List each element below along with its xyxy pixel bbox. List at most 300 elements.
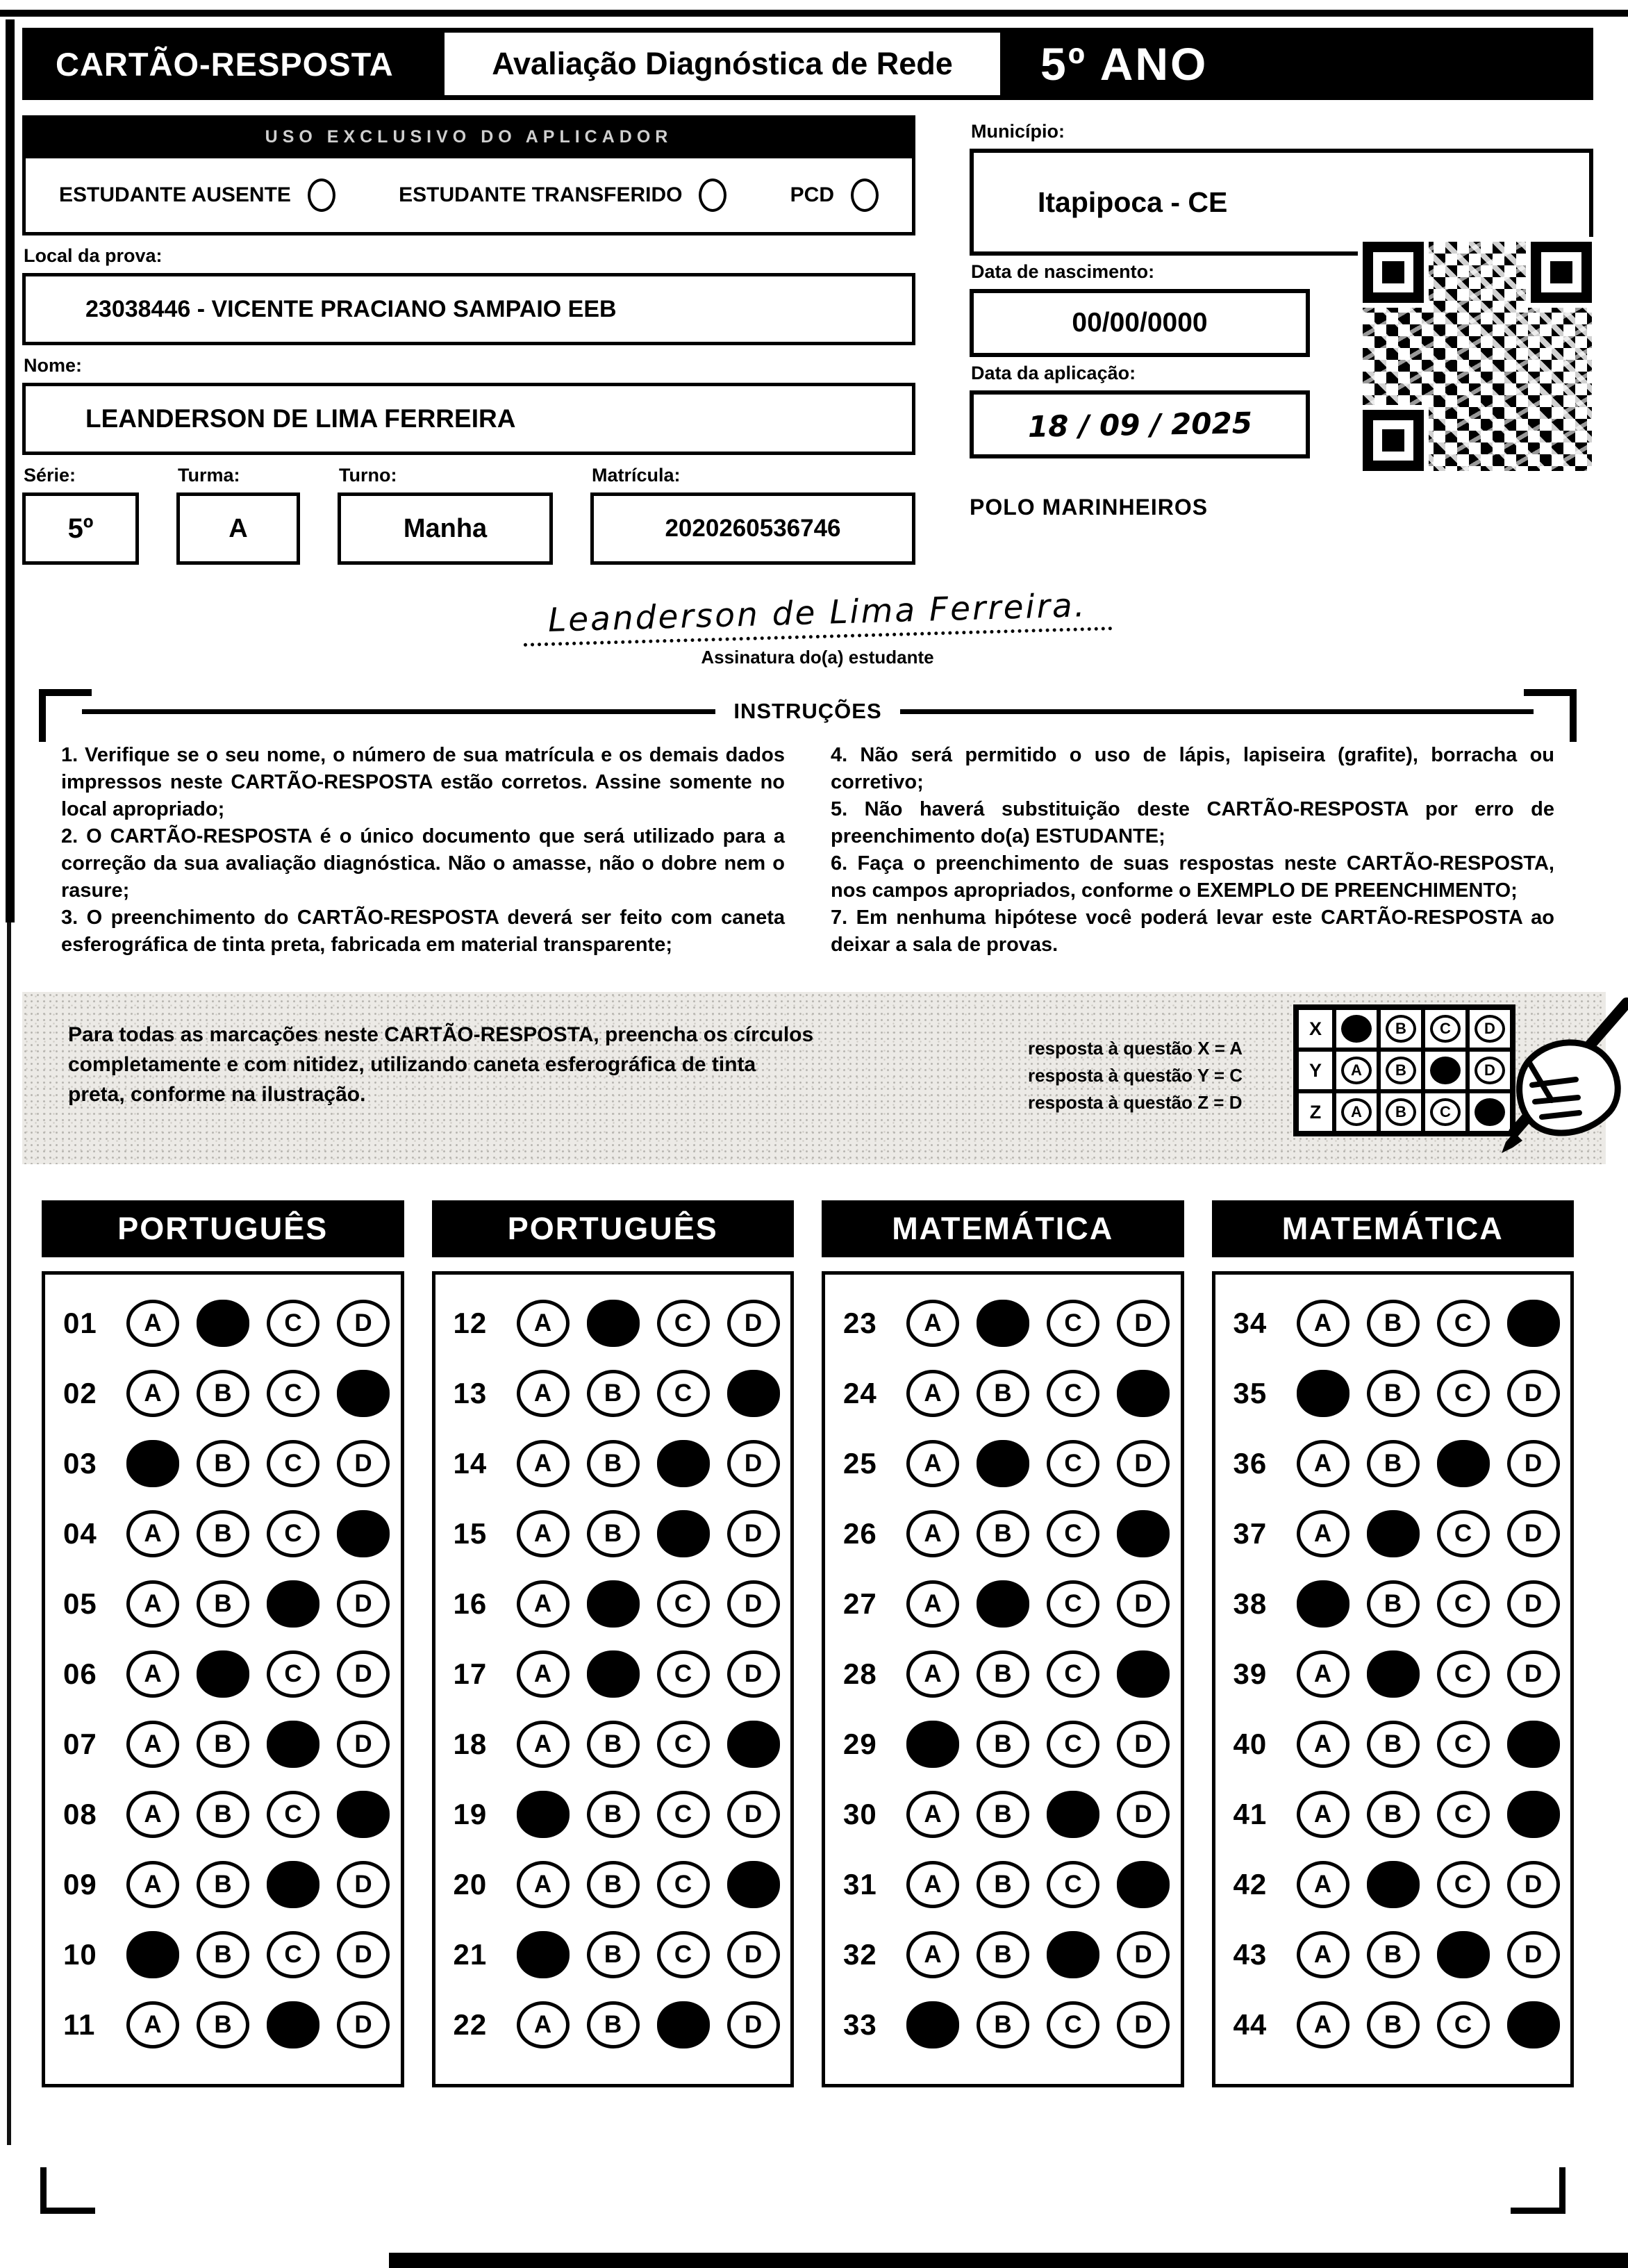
bubble-q41-A[interactable]: A: [1297, 1791, 1349, 1838]
bubble-q16-A[interactable]: A: [517, 1580, 570, 1628]
qr-finder-icon: [1363, 242, 1424, 303]
bubble-q02-D[interactable]: [337, 1370, 390, 1417]
bubble-q14-D[interactable]: D: [727, 1440, 780, 1487]
question-row: [1234, 1580, 1571, 1628]
answer-block-3: [822, 1200, 1184, 2087]
bubble-q14-C[interactable]: [657, 1440, 710, 1487]
instruction-item: 3. O preenchimento do CARTÃO-RESPOSTA deverá ser feito com caneta esferográfica de tinta preta, fabricada em material transparente;: [61, 907, 785, 956]
question-number: 37: [1233, 1517, 1268, 1550]
legend-line: resposta à questão Z = D: [1028, 1092, 1243, 1113]
bubble-q40-B[interactable]: B: [1367, 1721, 1420, 1768]
bubble-q22-B[interactable]: B: [587, 2001, 640, 2048]
bubble-q29-C[interactable]: C: [1047, 1721, 1099, 1768]
bubble-q25-B[interactable]: [977, 1440, 1029, 1487]
bubble-q35-D[interactable]: D: [1507, 1370, 1560, 1417]
bubble-q08-B[interactable]: B: [197, 1791, 249, 1838]
bubble-q02-A[interactable]: A: [126, 1370, 179, 1417]
bubble-q13-A[interactable]: A: [517, 1370, 570, 1417]
bubble-q35-A[interactable]: [1297, 1370, 1349, 1417]
applicator-option-label: ESTUDANTE TRANSFERIDO: [399, 183, 683, 206]
option-circle[interactable]: [699, 179, 726, 212]
bubble-q32-C[interactable]: [1047, 1931, 1099, 1978]
bubble-q38-A[interactable]: [1297, 1580, 1349, 1628]
bubble-q30-B[interactable]: B: [977, 1791, 1029, 1838]
fill-example-text: Para todas as marcações neste CARTÃO-RESPOSTA, preencha os círculos completamente e com nitidez, utilizando caneta esferográfica de tinta preta, conforme na ilustração.: [68, 1023, 814, 1106]
bubble-q17-B[interactable]: [587, 1650, 640, 1698]
bubble-q40-C[interactable]: C: [1437, 1721, 1490, 1768]
bubble-q15-D[interactable]: D: [727, 1510, 780, 1557]
bubble-q15-C[interactable]: [657, 1510, 710, 1557]
bubble-q01-B[interactable]: [197, 1300, 249, 1347]
question-row: [1234, 1791, 1571, 1838]
bubble-q22-A[interactable]: A: [517, 2001, 570, 2048]
question-row: [63, 1510, 401, 1557]
matricula-field: 2020260536746: [590, 492, 915, 565]
bubble-q12-D[interactable]: D: [727, 1300, 780, 1347]
bubble-q28-B[interactable]: B: [977, 1650, 1029, 1698]
bubble-q43-A[interactable]: A: [1297, 1931, 1349, 1978]
example-bubble-Z-C[interactable]: C: [1430, 1098, 1461, 1126]
bubble-q24-D[interactable]: [1117, 1370, 1170, 1417]
bubble-q07-C[interactable]: [267, 1721, 319, 1768]
bubble-q18-A[interactable]: A: [517, 1721, 570, 1768]
bubble-q06-B[interactable]: [197, 1650, 249, 1698]
answer-grid: [432, 1271, 795, 2087]
bubble-q35-C[interactable]: C: [1437, 1370, 1490, 1417]
bubble-q27-B[interactable]: [977, 1580, 1029, 1628]
bubble-q23-A[interactable]: A: [906, 1300, 959, 1347]
bubble-q21-D[interactable]: D: [727, 1931, 780, 1978]
bubble-q37-D[interactable]: D: [1507, 1510, 1560, 1557]
bubble-q15-B[interactable]: B: [587, 1510, 640, 1557]
signature-area: [453, 586, 1182, 668]
example-bubble-Z-A[interactable]: A: [1341, 1098, 1372, 1126]
example-bubble-X-A[interactable]: [1341, 1015, 1372, 1043]
qr-finder-icon: [1531, 242, 1592, 303]
fill-example-legend: [1028, 1035, 1243, 1116]
bubble-q12-B[interactable]: [587, 1300, 640, 1347]
bubble-q02-B[interactable]: B: [197, 1370, 249, 1417]
question-number: 13: [453, 1377, 488, 1409]
question-number: 43: [1233, 1938, 1268, 1971]
scan-edge-top: [0, 10, 1628, 17]
instructions-section: [22, 689, 1593, 959]
question-number: 44: [1233, 2008, 1268, 2041]
bubble-q20-A[interactable]: A: [517, 1861, 570, 1908]
bubble-q02-C[interactable]: C: [267, 1370, 319, 1417]
bubble-q43-C[interactable]: [1437, 1931, 1490, 1978]
bubble-q19-C[interactable]: C: [657, 1791, 710, 1838]
bubble-q33-D[interactable]: D: [1117, 2001, 1170, 2048]
bubble-q21-A[interactable]: [517, 1931, 570, 1978]
corner-bracket-icon: [39, 689, 92, 742]
bubble-q33-B[interactable]: B: [977, 2001, 1029, 2048]
subject-header: PORTUGUÊS: [42, 1200, 404, 1257]
bubble-q13-B[interactable]: B: [587, 1370, 640, 1417]
example-cell: [1334, 1091, 1379, 1133]
assessment-title: Avaliação Diagnóstica de Rede: [445, 33, 1000, 95]
bubble-q39-A[interactable]: A: [1297, 1650, 1349, 1698]
bubble-q36-B[interactable]: B: [1367, 1440, 1420, 1487]
bubble-q29-A[interactable]: [906, 1721, 959, 1768]
bubble-q42-A[interactable]: A: [1297, 1861, 1349, 1908]
bubble-q15-A[interactable]: A: [517, 1510, 570, 1557]
bubble-q11-A[interactable]: A: [126, 2001, 179, 2048]
bubble-q32-D[interactable]: D: [1117, 1931, 1170, 1978]
legend-line: resposta à questão X = A: [1028, 1038, 1243, 1059]
bubble-q36-A[interactable]: A: [1297, 1440, 1349, 1487]
bubble-q34-C[interactable]: C: [1437, 1300, 1490, 1347]
bubble-q03-A[interactable]: [126, 1440, 179, 1487]
question-number: 35: [1233, 1377, 1268, 1409]
example-bubble-X-B[interactable]: B: [1386, 1015, 1416, 1043]
bubble-q35-B[interactable]: B: [1367, 1370, 1420, 1417]
bubble-q19-A[interactable]: [517, 1791, 570, 1838]
question-number: 16: [453, 1587, 488, 1620]
applicator-only-bar: USO EXCLUSIVO DO APLICADOR: [22, 115, 915, 158]
bubble-q20-C[interactable]: C: [657, 1861, 710, 1908]
question-row: [1234, 1861, 1571, 1908]
question-number: 21: [453, 1938, 488, 1971]
question-number: 07: [63, 1728, 97, 1760]
bubble-q28-A[interactable]: A: [906, 1650, 959, 1698]
question-row: [843, 1721, 1181, 1768]
bubble-q41-C[interactable]: C: [1437, 1791, 1490, 1838]
bubble-q37-C[interactable]: C: [1437, 1510, 1490, 1557]
instruction-item: 4. Não será permitido o uso de lápis, lapiseira (grafite), borracha ou corretivo;: [831, 744, 1554, 793]
question-number: 42: [1233, 1868, 1268, 1901]
bubble-q44-C[interactable]: C: [1437, 2001, 1490, 2048]
question-number: 02: [63, 1377, 97, 1409]
bubble-q10-C[interactable]: C: [267, 1931, 319, 1978]
question-row: [454, 1510, 791, 1557]
instruction-item: 7. Em nenhuma hipótese você poderá levar este CARTÃO-RESPOSTA ao deixar a sala de provas.: [831, 907, 1554, 956]
question-row: [63, 1861, 401, 1908]
bubble-q10-B[interactable]: B: [197, 1931, 249, 1978]
question-number: 33: [843, 2008, 877, 2041]
question-number: 25: [843, 1447, 877, 1480]
local-field: 23038446 - VICENTE PRACIANO SAMPAIO EEB: [22, 273, 915, 345]
bubble-q05-A[interactable]: A: [126, 1580, 179, 1628]
question-row: [454, 1791, 791, 1838]
bubble-q31-D[interactable]: [1117, 1861, 1170, 1908]
bubble-q11-C[interactable]: [267, 2001, 319, 2048]
bubble-q09-D[interactable]: D: [337, 1861, 390, 1908]
bubble-q43-D[interactable]: D: [1507, 1931, 1560, 1978]
bubble-q22-C[interactable]: [657, 2001, 710, 2048]
question-row: [63, 1721, 401, 1768]
question-number: 18: [453, 1728, 488, 1760]
bubble-q19-B[interactable]: B: [587, 1791, 640, 1838]
bubble-q10-D[interactable]: D: [337, 1931, 390, 1978]
bubble-q05-B[interactable]: B: [197, 1580, 249, 1628]
example-bubble-Y-B[interactable]: B: [1386, 1057, 1416, 1084]
question-number: 30: [843, 1798, 877, 1830]
bubble-q08-D[interactable]: [337, 1791, 390, 1838]
bubble-q39-B[interactable]: [1367, 1650, 1420, 1698]
bubble-q31-C[interactable]: C: [1047, 1861, 1099, 1908]
bubble-q21-C[interactable]: C: [657, 1931, 710, 1978]
bubble-q03-D[interactable]: D: [337, 1440, 390, 1487]
option-circle[interactable]: [851, 179, 879, 212]
subject-header: PORTUGUÊS: [432, 1200, 795, 1257]
answer-block-2: [432, 1200, 795, 2087]
applicator-option: [790, 179, 879, 212]
bubble-q26-C[interactable]: C: [1047, 1510, 1099, 1557]
bubble-q14-B[interactable]: B: [587, 1440, 640, 1487]
subject-header: MATEMÁTICA: [1212, 1200, 1575, 1257]
bubble-q06-A[interactable]: A: [126, 1650, 179, 1698]
instruction-item: 6. Faça o preenchimento de suas respostas neste CARTÃO-RESPOSTA, nos campos apropriados, conforme o EXEMPLO DE PREENCHIMENTO;: [831, 852, 1554, 902]
bubble-q24-A[interactable]: A: [906, 1370, 959, 1417]
bubble-q08-A[interactable]: A: [126, 1791, 179, 1838]
legend-line: resposta à questão Y = C: [1028, 1065, 1243, 1086]
bubble-q13-C[interactable]: C: [657, 1370, 710, 1417]
question-number: 05: [63, 1587, 97, 1620]
example-bubble-X-C[interactable]: C: [1430, 1015, 1461, 1043]
question-row: [843, 1510, 1181, 1557]
bubble-q34-A[interactable]: A: [1297, 1300, 1349, 1347]
bubble-q14-A[interactable]: A: [517, 1440, 570, 1487]
bubble-q37-A[interactable]: A: [1297, 1510, 1349, 1557]
bubble-q34-D[interactable]: [1507, 1300, 1560, 1347]
bubble-q38-C[interactable]: C: [1437, 1580, 1490, 1628]
bubble-q29-B[interactable]: B: [977, 1721, 1029, 1768]
bubble-q23-B[interactable]: [977, 1300, 1029, 1347]
question-number: 38: [1233, 1587, 1268, 1620]
question-row: [454, 1370, 791, 1417]
bubble-q01-D[interactable]: D: [337, 1300, 390, 1347]
bubble-q36-C[interactable]: [1437, 1440, 1490, 1487]
turno-label: Turno:: [339, 465, 397, 486]
question-row: [843, 1791, 1181, 1838]
bubble-q26-D[interactable]: [1117, 1510, 1170, 1557]
scan-edge-bottom: [389, 2253, 1628, 2268]
question-row: [63, 1440, 401, 1487]
example-cell: [1379, 1050, 1423, 1091]
bubble-q44-B[interactable]: B: [1367, 2001, 1420, 2048]
bubble-q07-B[interactable]: B: [197, 1721, 249, 1768]
bubble-q16-C[interactable]: C: [657, 1580, 710, 1628]
applicator-option: [399, 179, 726, 212]
question-row: [63, 1791, 401, 1838]
bubble-q09-B[interactable]: B: [197, 1861, 249, 1908]
example-row-label: X: [1297, 1008, 1334, 1050]
bubble-q34-B[interactable]: B: [1367, 1300, 1420, 1347]
bubble-q39-D[interactable]: D: [1507, 1650, 1560, 1698]
bubble-q32-A[interactable]: A: [906, 1931, 959, 1978]
question-number: 34: [1233, 1307, 1268, 1339]
municipio-label: Município:: [971, 121, 1065, 142]
bubble-q41-B[interactable]: B: [1367, 1791, 1420, 1838]
question-number: 41: [1233, 1798, 1268, 1830]
bubble-q30-A[interactable]: A: [906, 1791, 959, 1838]
bubble-q04-D[interactable]: [337, 1510, 390, 1557]
question-number: 17: [453, 1657, 488, 1690]
bubble-q38-D[interactable]: D: [1507, 1580, 1560, 1628]
question-number: 39: [1233, 1657, 1268, 1690]
bubble-q41-D[interactable]: [1507, 1791, 1560, 1838]
bubble-q06-C[interactable]: C: [267, 1650, 319, 1698]
example-row-label: Y: [1297, 1050, 1334, 1091]
bubble-q18-C[interactable]: C: [657, 1721, 710, 1768]
bubble-q24-C[interactable]: C: [1047, 1370, 1099, 1417]
answer-block-4: [1212, 1200, 1575, 2087]
bubble-q07-D[interactable]: D: [337, 1721, 390, 1768]
bubble-q01-A[interactable]: A: [126, 1300, 179, 1347]
turma-field: A: [176, 492, 300, 565]
aplicacao-label: Data da aplicação:: [971, 363, 1136, 383]
bubble-q08-C[interactable]: C: [267, 1791, 319, 1838]
question-row: [63, 2001, 401, 2048]
bubble-q25-C[interactable]: C: [1047, 1440, 1099, 1487]
bubble-q01-C[interactable]: C: [267, 1300, 319, 1347]
question-row: [1234, 1510, 1571, 1557]
bubble-q19-D[interactable]: D: [727, 1791, 780, 1838]
question-number: 12: [453, 1307, 488, 1339]
bubble-q03-C[interactable]: C: [267, 1440, 319, 1487]
student-signature[interactable]: Leanderson de Lima Ferreira.: [522, 586, 1112, 647]
bubble-q32-B[interactable]: B: [977, 1931, 1029, 1978]
option-circle[interactable]: [308, 179, 335, 212]
question-row: [63, 1300, 401, 1347]
bubble-q29-D[interactable]: D: [1117, 1721, 1170, 1768]
question-row: [843, 1370, 1181, 1417]
instructions-title: INSTRUÇÕES: [733, 699, 882, 723]
question-row: [63, 1370, 401, 1417]
bubble-q39-C[interactable]: C: [1437, 1650, 1490, 1698]
applicator-options-row: [22, 158, 915, 235]
bubble-q23-D[interactable]: D: [1117, 1300, 1170, 1347]
question-number: 19: [453, 1798, 488, 1830]
qr-finder-icon: [1363, 410, 1424, 471]
card-title: CARTÃO-RESPOSTA: [56, 45, 394, 83]
bubble-q05-C[interactable]: [267, 1580, 319, 1628]
bubble-q13-D[interactable]: [727, 1370, 780, 1417]
bubble-q37-B[interactable]: [1367, 1510, 1420, 1557]
bubble-q27-C[interactable]: C: [1047, 1580, 1099, 1628]
example-bubble-X-D[interactable]: D: [1475, 1015, 1505, 1043]
bubble-q17-A[interactable]: A: [517, 1650, 570, 1698]
bubble-q09-A[interactable]: A: [126, 1861, 179, 1908]
answer-grid: [1212, 1271, 1575, 2087]
question-row: [63, 1650, 401, 1698]
bubble-q27-A[interactable]: A: [906, 1580, 959, 1628]
bubble-q42-C[interactable]: C: [1437, 1861, 1490, 1908]
bubble-q31-B[interactable]: B: [977, 1861, 1029, 1908]
bubble-q30-C[interactable]: [1047, 1791, 1099, 1838]
serie-field: 5º: [22, 492, 139, 565]
example-cell: [1334, 1050, 1379, 1091]
local-label: Local da prova:: [24, 245, 163, 266]
bubble-q05-D[interactable]: D: [337, 1580, 390, 1628]
example-bubble-Y-A[interactable]: A: [1341, 1057, 1372, 1084]
bubble-q36-D[interactable]: D: [1507, 1440, 1560, 1487]
bubble-q12-C[interactable]: C: [657, 1300, 710, 1347]
bubble-q25-A[interactable]: A: [906, 1440, 959, 1487]
bubble-q04-B[interactable]: B: [197, 1510, 249, 1557]
qr-code: [1363, 242, 1592, 471]
bubble-q23-C[interactable]: C: [1047, 1300, 1099, 1347]
bubble-q11-D[interactable]: D: [337, 2001, 390, 2048]
municipio-field: Itapipoca - CE: [970, 149, 1593, 256]
bubble-q03-B[interactable]: B: [197, 1440, 249, 1487]
question-row: [843, 1580, 1181, 1628]
bubble-q33-A[interactable]: [906, 2001, 959, 2048]
question-number: 24: [843, 1377, 877, 1409]
bubble-q44-A[interactable]: A: [1297, 2001, 1349, 2048]
example-bubble-Z-B[interactable]: B: [1386, 1098, 1416, 1126]
answer-grid: [822, 1271, 1184, 2087]
bubble-q42-D[interactable]: D: [1507, 1861, 1560, 1908]
bubble-q28-D[interactable]: [1117, 1650, 1170, 1698]
nome-field: LEANDERSON DE LIMA FERREIRA: [22, 383, 915, 455]
bubble-q40-D[interactable]: [1507, 1721, 1560, 1768]
question-row: [1234, 1370, 1571, 1417]
bubble-q17-C[interactable]: C: [657, 1650, 710, 1698]
bubble-q26-A[interactable]: A: [906, 1510, 959, 1557]
answer-columns: [22, 1200, 1593, 2087]
bubble-q30-D[interactable]: D: [1117, 1791, 1170, 1838]
subject-header: MATEMÁTICA: [822, 1200, 1184, 1257]
applicator-option-label: PCD: [790, 183, 834, 206]
bubble-q09-C[interactable]: [267, 1861, 319, 1908]
question-number: 26: [843, 1517, 877, 1550]
answer-grid: [42, 1271, 404, 2087]
instructions-left-column: [61, 742, 785, 959]
bubble-q21-B[interactable]: B: [587, 1931, 640, 1978]
nascimento-field: 00/00/0000: [970, 289, 1310, 357]
bubble-q22-D[interactable]: D: [727, 2001, 780, 2048]
bubble-q33-C[interactable]: C: [1047, 2001, 1099, 2048]
bubble-q04-C[interactable]: C: [267, 1510, 319, 1557]
question-row: [843, 1931, 1181, 1978]
bubble-q10-A[interactable]: [126, 1931, 179, 1978]
bubble-q25-D[interactable]: D: [1117, 1440, 1170, 1487]
bubble-q06-D[interactable]: D: [337, 1650, 390, 1698]
bubble-q44-D[interactable]: [1507, 2001, 1560, 2048]
bubble-q07-A[interactable]: A: [126, 1721, 179, 1768]
bubble-q16-B[interactable]: [587, 1580, 640, 1628]
bubble-q20-B[interactable]: B: [587, 1861, 640, 1908]
example-bubble-Y-D[interactable]: D: [1475, 1057, 1505, 1084]
question-number: 10: [63, 1938, 97, 1971]
bubble-q26-B[interactable]: B: [977, 1510, 1029, 1557]
bubble-q12-A[interactable]: A: [517, 1300, 570, 1347]
bubble-q11-B[interactable]: B: [197, 2001, 249, 2048]
bubble-q27-D[interactable]: D: [1117, 1580, 1170, 1628]
nome-label: Nome:: [24, 355, 83, 376]
bubble-q42-B[interactable]: [1367, 1861, 1420, 1908]
bubble-q04-A[interactable]: A: [126, 1510, 179, 1557]
nascimento-label: Data de nascimento:: [971, 261, 1155, 282]
bubble-q28-C[interactable]: C: [1047, 1650, 1099, 1698]
bubble-q16-D[interactable]: D: [727, 1580, 780, 1628]
question-number: 09: [63, 1868, 97, 1901]
example-cell: [1379, 1008, 1423, 1050]
hand-with-pen-icon: [1447, 996, 1628, 1160]
bubble-q24-B[interactable]: B: [977, 1370, 1029, 1417]
bubble-q18-D[interactable]: [727, 1721, 780, 1768]
bubble-q31-A[interactable]: A: [906, 1861, 959, 1908]
fill-example-panel: [22, 992, 1606, 1164]
bubble-q38-B[interactable]: B: [1367, 1580, 1420, 1628]
bubble-q40-A[interactable]: A: [1297, 1721, 1349, 1768]
bubble-q17-D[interactable]: D: [727, 1650, 780, 1698]
bubble-q20-D[interactable]: [727, 1861, 780, 1908]
bubble-q43-B[interactable]: B: [1367, 1931, 1420, 1978]
bubble-q18-B[interactable]: B: [587, 1721, 640, 1768]
